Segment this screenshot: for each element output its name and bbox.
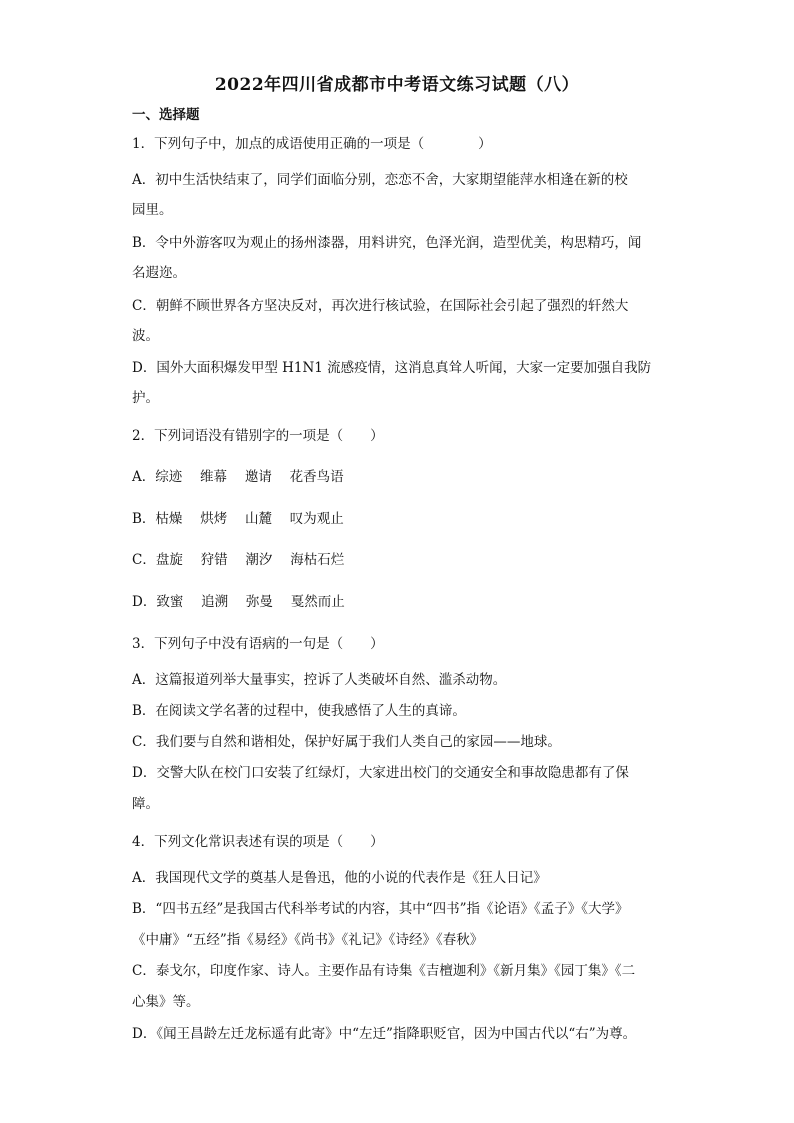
option-line: D．国外大面积爆发甲型 H1N1 流感疫情，这消息真耸人听闻，大家一定要加强自我防 [132, 360, 652, 376]
question-stem: 3．下列句子中没有语病的一句是（ ） [132, 636, 384, 652]
option-line: 障。 [132, 796, 159, 812]
option-line: 名遐迩。 [132, 265, 186, 281]
option-line: 园里。 [132, 202, 173, 218]
option-line: C．泰戈尔，印度作家、诗人。主要作品有诗集《吉檀迦利》《新月集》《园丁集》《二 [132, 963, 636, 979]
option-line: C．朝鲜不顾世界各方坚决反对，再次进行核试验，在国际社会引起了强烈的轩然大 [132, 298, 629, 314]
question-stem: 4．下列文化常识表述有误的项是（ ） [132, 834, 384, 850]
question-stem: 1．下列句子中，加点的成语使用正确的一项是（ ） [132, 136, 492, 152]
option-line: B．枯燥 烘烤 山麓 叹为观止 [132, 511, 344, 527]
question-stem: 2．下列词语没有错别字的一项是（ ） [132, 428, 384, 444]
option-line: D．致蜜 追溯 弥曼 戛然而止 [132, 594, 345, 610]
option-line: 《中庸》“五经”指《易经》《尚书》《礼记》《诗经》《春秋》 [132, 932, 484, 948]
option-line: A．我国现代文学的奠基人是鲁迅，他的小说的代表作是《狂人日记》 [132, 870, 547, 886]
option-line: C．盘旋 狩错 潮汐 海枯石烂 [132, 552, 345, 568]
option-line: A．这篇报道列举大量事实，控诉了人类破坏自然、滥杀动物。 [132, 672, 507, 688]
option-line: B．“四书五经”是我国古代科举考试的内容，其中“四书”指《论语》《孟子》《大学》 [132, 901, 629, 917]
option-line: 护。 [132, 390, 159, 406]
section-heading: 一、选择题 [132, 107, 200, 123]
option-line: 波。 [132, 328, 159, 344]
page-title: 2022年四川省成都市中考语文练习试题（八） [214, 75, 580, 95]
option-line: A．初中生活快结束了，同学们面临分别，恋恋不舍，大家期望能萍水相逢在新的校 [132, 172, 628, 188]
option-line: 心集》等。 [132, 994, 200, 1010]
option-line: A．综迹 维幕 邀请 花香鸟语 [132, 469, 344, 485]
option-line: D．交警大队在校门口安装了红绿灯，大家进出校门的交通安全和事故隐患都有了保 [132, 765, 629, 781]
option-line: D．《闻王昌龄左迁龙标遥有此寄》中“左迁”指降职贬官，因为中国古代以“右”为尊。 [132, 1026, 637, 1042]
option-line: B．在阅读文学名著的过程中，使我感悟了人生的真谛。 [132, 703, 466, 719]
option-line: B．令中外游客叹为观止的扬州漆器，用料讲究，色泽光润，造型优美，构思精巧，闻 [132, 235, 642, 251]
option-line: C．我们要与自然和谐相处，保护好属于我们人类自己的家园——地球。 [132, 734, 561, 750]
